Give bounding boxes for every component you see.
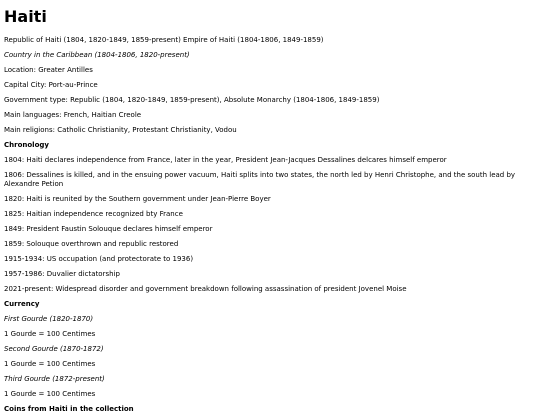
languages-text: Main languages: French, Haitian Creole xyxy=(4,111,142,119)
currency-rate: 1 Gourde = 100 Centimes xyxy=(4,330,96,338)
chronology-event: 1820: Haiti is reunited by the Southern government under Jean-Pierre Boyer xyxy=(4,195,271,203)
currency-name: First Gourde (1820-1870) xyxy=(4,315,94,323)
chronology-event: 1849: President Faustin Solouque declares himself emperor xyxy=(4,225,213,233)
currency-name: Second Gourde (1870-1872) xyxy=(4,345,104,353)
currency-rate: 1 Gourde = 100 Centimes xyxy=(4,390,96,398)
religions-text: Main religions: Catholic Christianity, Protestant Christianity, Vodou xyxy=(4,126,237,134)
chronology-event: 1957-1986: Duvalier dictatorship xyxy=(4,270,120,278)
chronology-event: 2021-present: Widespread disorder and government breakdown following assassination of president Jovenel Moise xyxy=(4,285,407,293)
region-description: Country in the Caribbean (1804-1806, 1820-present) xyxy=(4,51,190,59)
official-names: Republic of Haiti (1804, 1820-1849, 1859-present) Empire of Haiti (1804-1806, 1849-1859) xyxy=(4,36,324,44)
location-text: Location: Greater Antilles xyxy=(4,66,93,74)
chronology-heading: Chronology xyxy=(4,141,49,149)
capital-text: Capital City: Port-au-Prince xyxy=(4,81,98,89)
currency-name: Third Gourde (1872-present) xyxy=(4,375,105,383)
chronology-event: 1804: Haiti declares independence from France, later in the year, President Jean-Jacques Dessalines delcares himself emperor xyxy=(4,156,447,164)
chronology-event: 1806: Dessalines is killed, and in the ensuing power vacuum, Haiti splits into two states, the north led by Henri Christophe, and the south lead by Alexandre Petion xyxy=(4,171,516,188)
chronology-event: 1825: Haitian independence recognized bty France xyxy=(4,210,183,218)
coins-heading: Coins from Haiti in the collection xyxy=(4,405,134,413)
chronology-event: 1915-1934: US occupation (and protectorate to 1936) xyxy=(4,255,194,263)
page-title: Haiti xyxy=(4,7,47,26)
chronology-event: 1859: Solouque overthrown and republic restored xyxy=(4,240,179,248)
currency-heading: Currency xyxy=(4,300,40,308)
government-text: Government type: Republic (1804, 1820-1849, 1859-present), Absolute Monarchy (1804-1806, 1849-1859) xyxy=(4,96,380,104)
currency-rate: 1 Gourde = 100 Centimes xyxy=(4,360,96,368)
